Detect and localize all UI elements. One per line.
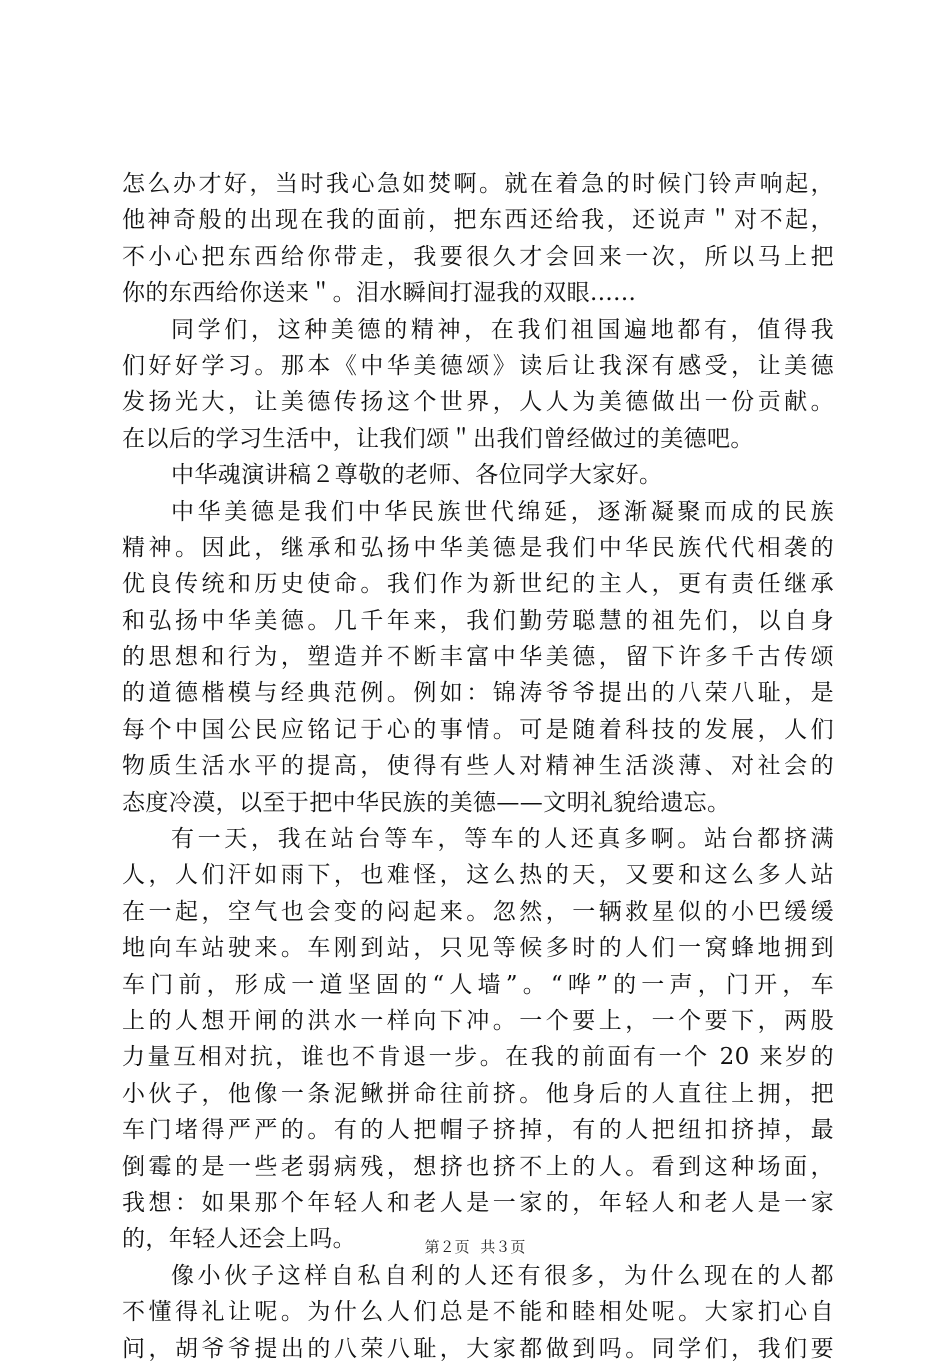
text-line: 倒霉的是一些老弱病残，想挤也挤不上的人。看到这种场面， xyxy=(122,1153,834,1180)
text-line: 中华美德是我们中华民族世代绵延，逐渐凝聚而成的民族 xyxy=(171,498,834,525)
text-line: 中华魂演讲稿２尊敬的老师、各位同学大家好。 xyxy=(171,462,663,489)
text-line: 上的人想开闸的洪水一样向下冲。一个要上，一个要下，两股 xyxy=(122,1007,834,1034)
paragraph xyxy=(122,494,834,822)
text-line: 人，人们汗如雨下，也难怪，这么热的天，又要和这么多人站 xyxy=(122,862,834,889)
text-line: 的道德楷模与经典范例。例如：锦涛爷爷提出的八荣八耻，是 xyxy=(122,680,834,707)
text-line: 车门前，形成一道坚固的“人墙”。“哗”的一声，门开，车 xyxy=(122,971,834,998)
text-line: 他神奇般的出现在我的面前，把东西还给我，还说声＂对不起， xyxy=(122,207,834,234)
text-line: 的思想和行为，塑造并不断丰富中华美德，留下许多千古传颂 xyxy=(122,644,834,671)
text-line: 有一天，我在站台等车，等车的人还真多啊。站台都挤满 xyxy=(171,826,834,853)
text-line: 物质生活水平的提高，使得有些人对精神生活淡薄、对社会的 xyxy=(122,753,834,780)
text-line: 每个中国公民应铭记于心的事情。可是随着科技的发展，人们 xyxy=(122,716,834,743)
paragraph xyxy=(122,457,834,493)
text-line: 在以后的学习生活中，让我们颂＂出我们曾经做过的美德吧。 xyxy=(122,425,754,452)
text-line: 精神。因此，继承和弘扬中华美德是我们中华民族代代相袭的 xyxy=(122,534,834,561)
paragraph xyxy=(122,312,834,458)
paragraph xyxy=(122,821,834,1258)
text-line: 和弘扬中华美德。几千年来，我们勤劳聪慧的祖先们，以自身 xyxy=(122,607,834,634)
text-line: 不懂得礼让呢。为什么人们总是不能和睦相处呢。大家扪心自 xyxy=(122,1299,834,1326)
text-line: 发扬光大，让美德传扬这个世界，人人为美德做出一份贡献。 xyxy=(122,389,834,416)
text-line: 态度冷漠，以至于把中华民族的美德——文明礼貌给遗忘。 xyxy=(122,789,731,816)
text-line: 怎么办才好，当时我心急如焚啊。就在着急的时候门铃声响起， xyxy=(122,171,834,197)
page-total: 共３页 xyxy=(480,1238,526,1256)
text-line: 像小伙子这样自私自利的人还有很多，为什么现在的人都 xyxy=(171,1262,834,1289)
paragraph xyxy=(122,1258,834,1367)
text-line: 问，胡爷爷提出的八荣八耻，大家都做到吗。同学们，我们要 xyxy=(122,1335,834,1362)
page-footer xyxy=(0,1237,950,1257)
page-number: 第２页 xyxy=(424,1238,470,1256)
text-line: 你的东西给你送来＂。泪水瞬间打湿我的双眼...... xyxy=(122,280,637,307)
text-line: 不小心把东西给你带走，我要很久才会回来一次，所以马上把 xyxy=(122,243,834,270)
text-line: 力量互相对抗，谁也不肯退一步。在我的前面有一个 20 来岁的 xyxy=(122,1044,834,1071)
text-line: 在一起，空气也会变的闷起来。忽然，一辆救星似的小巴缓缓 xyxy=(122,898,834,925)
text-line: 车门堵得严严的。有的人把帽子挤掉，有的人把纽扣挤掉，最 xyxy=(122,1117,834,1144)
text-line: 小伙子，他像一条泥鳅拼命往前挤。他身后的人直往上拥，把 xyxy=(122,1080,834,1107)
text-line: 同学们，这种美德的精神，在我们祖国遍地都有，值得我 xyxy=(171,316,834,343)
paragraph xyxy=(122,166,834,312)
text-line: 我想：如果那个年轻人和老人是一家的，年轻人和老人是一家 xyxy=(122,1189,834,1216)
document-body xyxy=(122,166,834,1367)
text-line: 优良传统和历史使命。我们作为新世纪的主人，更有责任继承 xyxy=(122,571,834,598)
text-line: 们好好学习。那本《中华美德颂》读后让我深有感受，让美德 xyxy=(122,352,834,379)
text-line: 地向车站驶来。车刚到站，只见等候多时的人们一窝蜂地拥到 xyxy=(122,935,834,962)
text-line: 的，年轻人还会上吗。 xyxy=(122,1226,356,1253)
